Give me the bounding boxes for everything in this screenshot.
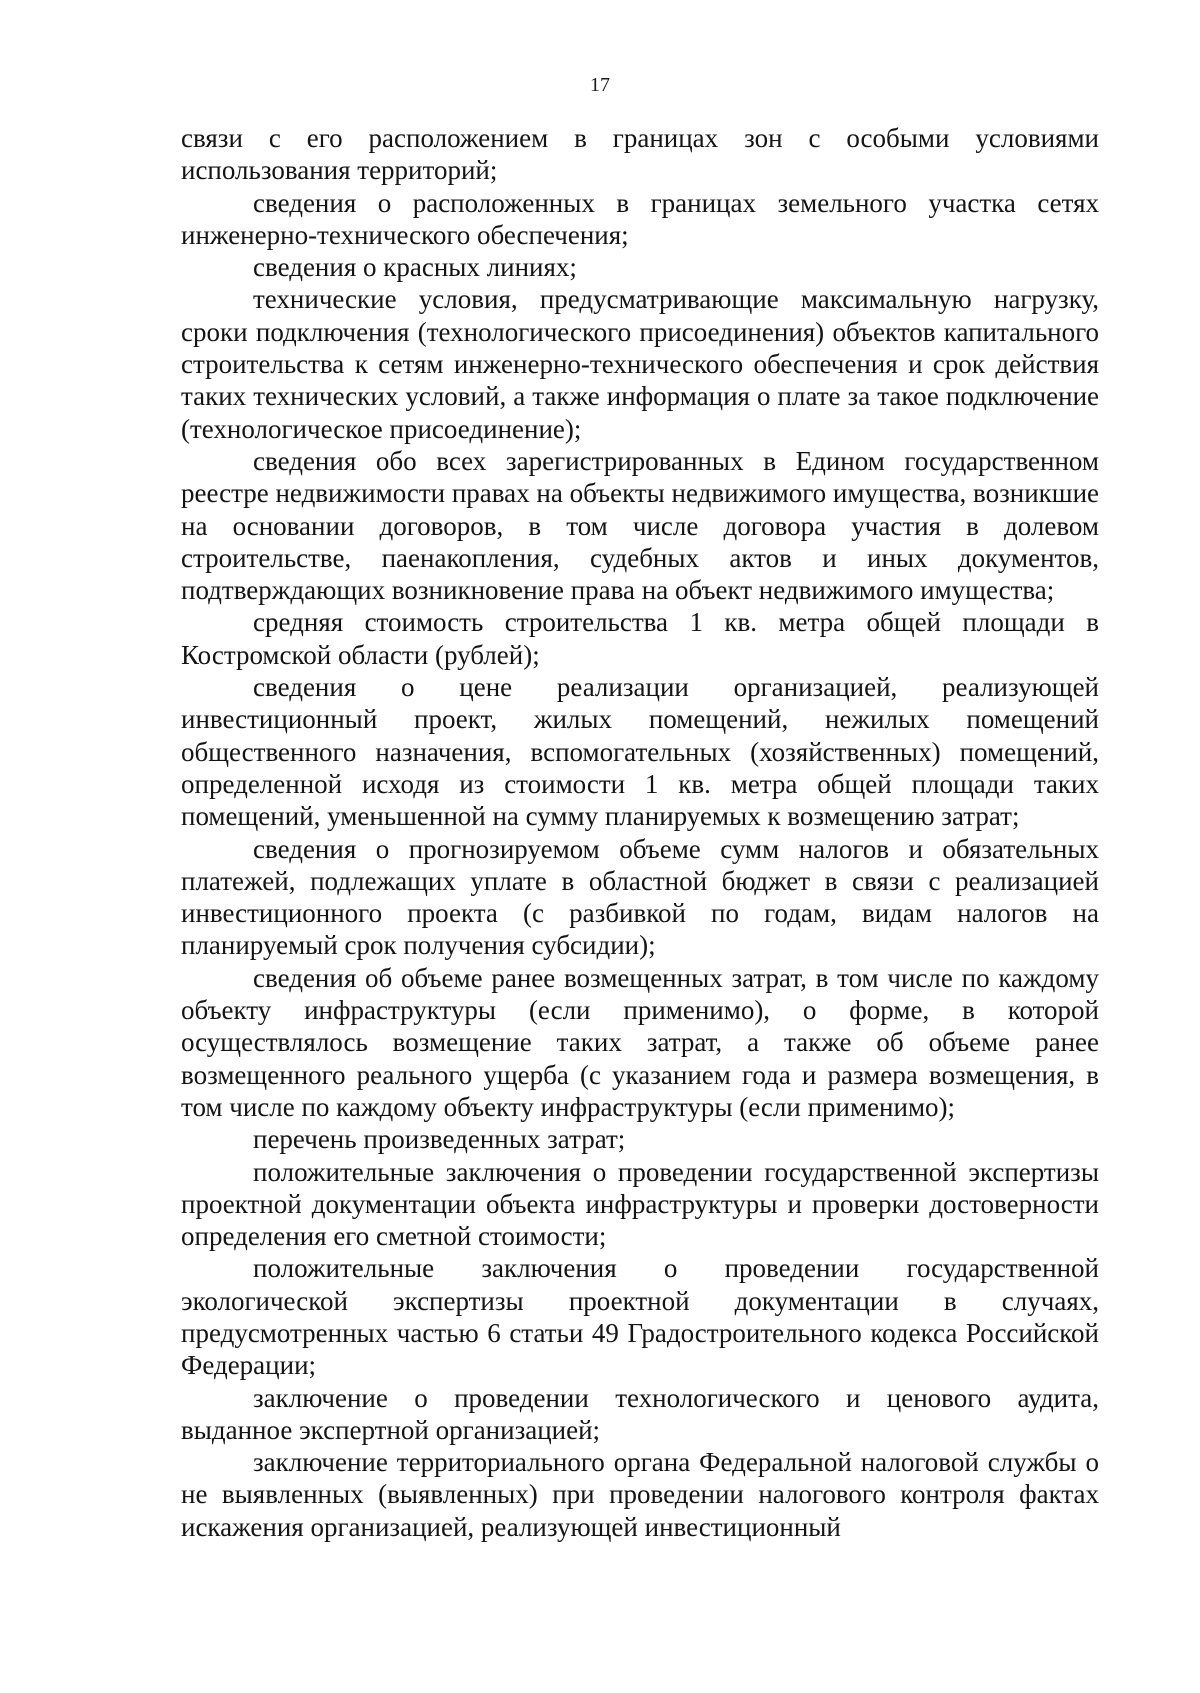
paragraph-price-audit: заключение о проведении технологического и ценового аудита, выданное экспертной организацией; (181, 1382, 1099, 1445)
paragraph-tax-forecast: сведения о прогнозируемом объеме сумм налогов и обязательных платежей, подлежащих уплате в областной бюджет в связи с реализацией инвестиционного проекта (с разбивкой по годам, видам налогов на планируемый срок получения субсидии); (181, 833, 1099, 961)
paragraph-costs-list: перечень произведенных затрат; (253, 1124, 626, 1155)
paragraph-continuation: связи с его расположением в границах зон с особыми условиями использования территорий; (181, 123, 1099, 186)
paragraph-red-lines: сведения о красных линиях; (253, 252, 577, 283)
paragraph-average-cost: средняя стоимость строительства 1 кв. метра общей площади в Костромской области (рублей); (181, 607, 1099, 670)
document-body (181, 122, 1099, 1543)
paragraph-state-expertise: положительные заключения о проведении государственной экспертизы проектной документации объекта инфраструктуры и проверки достоверности определения его сметной стоимости; (181, 1156, 1099, 1252)
paragraph-reimbursed-costs: сведения об объеме ранее возмещенных затрат, в том числе по каждому объекту инфраструктуры (если применимо), о форме, в которой осуществлялось возмещение таких затрат, а также об объеме ранее возмещенного реального ущерба (с указанием года и размера возмещения, в том числе по каждому объекту инфраструктуры (если применимо); (181, 962, 1099, 1122)
page-number: 17 (590, 74, 610, 96)
paragraph-registered-rights: сведения обо всех зарегистрированных в Едином государственном реестре недвижимости правах на объекты недвижимого имущества, возникшие на основании договоров, в том числе договора участия в долевом строительстве, паенакопления, судебных актов и иных документов, подтверждающих возникновение права на объект недвижимого имущества; (181, 445, 1100, 606)
paragraph-ecological-expertise: положительные заключения о проведении государственной экологической экспертизы проектной документации в случаях, предусмотренных частью 6 статьи 49 Градостроительного кодекса Российской Федерации; (181, 1253, 1099, 1381)
paragraph-technical-conditions: технические условия, предусматривающие максимальную нагрузку, сроки подключения (технологического присоединения) объектов капитального строительства к сетям инженерно-технического обеспечения и срок действия таких технических условий, а также информация о плате за такое подключение (технологическое присоединение); (181, 284, 1099, 444)
paragraph-tax-service-conclusion: заключение территориального органа Федеральной налоговой службы о не выявленных (выявленных) при проведении налогового контроля фактах искажения организацией, реализующей инвестиционный (181, 1447, 1099, 1542)
paragraph-utility-networks: сведения о расположенных в границах земельного участка сетях инженерно-технического обеспечения; (181, 187, 1099, 250)
paragraph-sale-price: сведения о цене реализации организацией, реализующей инвестиционный проект, жилых помещений, нежилых помещений общественного назначения, вспомогательных (хозяйственных) помещений, определенной исходя из стоимости 1 кв. метра общей площади таких помещений, уменьшенной на сумму планируемых к возмещению затрат; (181, 672, 1099, 832)
